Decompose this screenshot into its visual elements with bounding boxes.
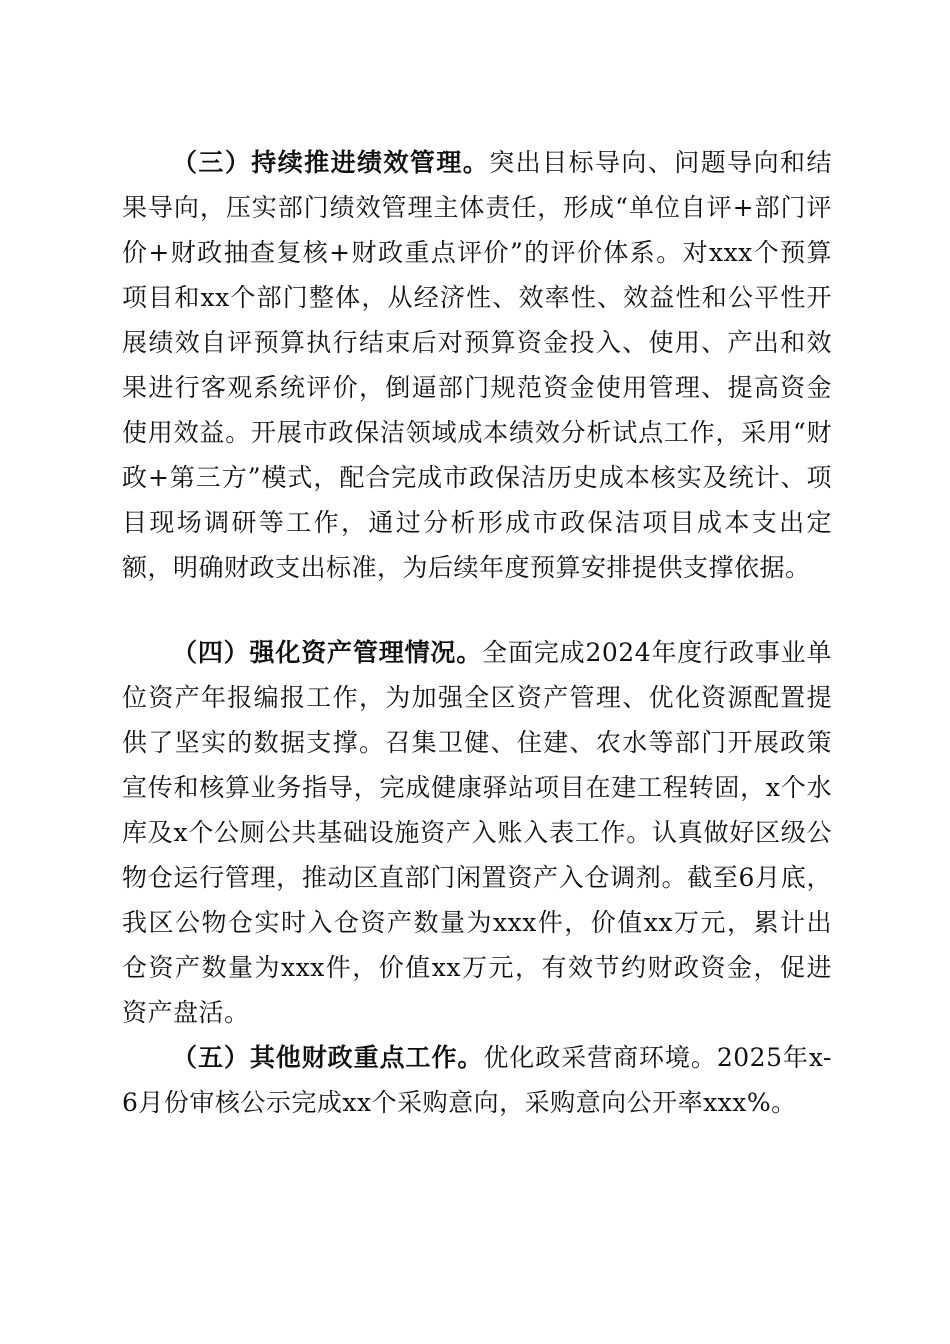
paragraph-performance-management: [122, 140, 832, 590]
paragraph-body: 优化政采营商环境。2025年x-6月份审核公示完成xx个采购意向，采购意向公开率xxx%。: [122, 1043, 832, 1117]
paragraph-asset-management: [122, 630, 832, 1035]
paragraph-other-key-work: [122, 1035, 832, 1125]
section-heading-5: （五）其他财政重点工作。: [172, 1043, 484, 1072]
section-heading-4: （四）强化资产管理情况。: [172, 638, 483, 667]
paragraph-body: 全面完成2024年度行政事业单位资产年报编报工作，为加强全区资产管理、优化资源配置提供了坚实的数据支撑。召集卫健、住建、农水等部门开展政策宣传和核算业务指导，完成健康驿站项目在建工程转固，x个水库及x个公厕公共基础设施资产入账入表工作。认真做好区级公物仓运行管理，推动区直部门闲置资产入仓调剂。截至6月底，我区公物仓实时入仓资产数量为xxx件，价值xx万元，累计出仓资产数量为xxx件，价值xx万元，有效节约财政资金，促进资产盘活。: [122, 638, 832, 1027]
paragraph-body: 突出目标导向、问题导向和结果导向，压实部门绩效管理主体责任，形成“单位自评+部门评价+财政抽查复核+财政重点评价”的评价体系。对xxx个预算项目和xx个部门整体，从经济性、效率性、效益性和公平性开展绩效自评预算执行结束后对预算资金投入、使用、产出和效果进行客观系统评价，倒逼部门规范资金使用管理、提高资金使用效益。开展市政保洁领域成本绩效分析试点工作，采用“财政+第三方”模式，配合完成市政保洁历史成本核实及统计、项目现场调研等工作，通过分析形成市政保洁项目成本支出定额，明确财政支出标准，为后续年度预算安排提供支撑依据。: [122, 148, 832, 582]
section-heading-3: （三）持续推进绩效管理。: [172, 148, 490, 177]
